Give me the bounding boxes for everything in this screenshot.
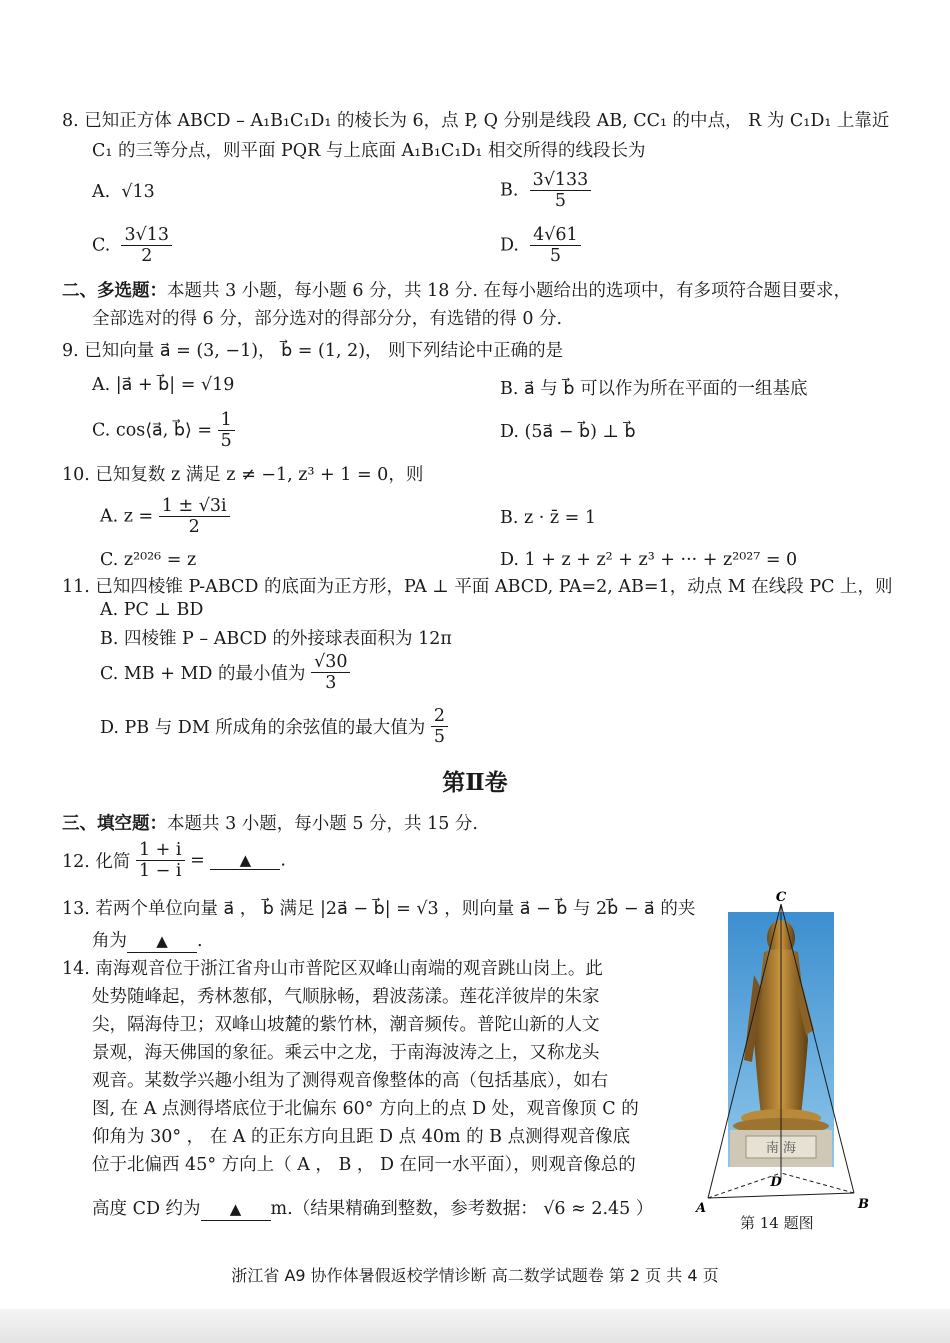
q9-option-d: D. (5a⃗ − b⃗) ⊥ b⃗ bbox=[500, 422, 636, 442]
q14-line7: 仰角为 30° ， 在 A 的正东方向且距 D 点 40m 的 B 点测得观音像底 bbox=[92, 1127, 631, 1147]
q11-option-c: C. MB + MD 的最小值为 $\frac{√30}{3}$ bbox=[100, 652, 350, 693]
q14-line9: 高度 CD 约为 ▲ m.（结果精确到整数，参考数据： √6 ≈ 2.45 ） bbox=[92, 1199, 654, 1219]
q10-option-a: A. z = $\frac{1 \pm √3i}{2}$ bbox=[100, 496, 230, 537]
line-bd bbox=[781, 1173, 854, 1193]
q14-line3: 尖，隔海侍卫；双峰山坡麓的紫竹林，潮音频传。普陀山新的人文 bbox=[92, 1015, 600, 1035]
q10-stem: 10. 已知复数 z 满足 z ≠ −1, z³ + 1 = 0，则 bbox=[62, 465, 424, 485]
q12-answer-blank[interactable]: ▲ bbox=[210, 851, 280, 870]
q14-line1: 14. 南海观音位于浙江省舟山市普陀区双峰山南端的观音跳山岗上。此 bbox=[62, 959, 603, 979]
q11-option-d: D. PB 与 DM 所成角的余弦值的最大值为 $\frac{2}{5}$ bbox=[100, 706, 448, 747]
q14-line6: 图, 在 A 点测得塔底位于北偏东 60° 方向上的点 D 处，观音像顶 C 的 bbox=[92, 1099, 639, 1119]
q9-option-b: B. a⃗ 与 b⃗ 可以作为所在平面的一组基底 bbox=[500, 379, 808, 399]
point-a-label: A bbox=[696, 1201, 707, 1216]
q8-option-c-fraction: $\frac{3√13}{2}$ bbox=[121, 225, 172, 266]
q14-figure-caption: 第 14 题图 bbox=[740, 1214, 814, 1232]
q11-option-d-fraction: $\frac{2}{5}$ bbox=[431, 706, 448, 747]
q10-option-c: C. z²⁰²⁶ = z bbox=[100, 550, 197, 570]
part2-title: 第Ⅱ卷 bbox=[442, 769, 508, 796]
q11-option-b: B. 四棱锥 P – ABCD 的外接球表面积为 12π bbox=[100, 629, 452, 649]
q8-option-d: D. $\frac{4√61}{5}$ bbox=[500, 225, 581, 266]
statue-plaque: 南 海 bbox=[765, 1141, 797, 1156]
q9-stem: 9. 已知向量 a⃗ = (3, −1)， b⃗ = (1, 2)， 则下列结论中正确的是 bbox=[62, 341, 564, 361]
q12: 12. 化简 $\frac{1 + i}{1 - i}$ = ▲ . bbox=[62, 840, 286, 881]
q9-option-c-fraction: $\frac{1}{5}$ bbox=[218, 410, 235, 451]
q8-option-b-fraction: $\frac{3√133}{5}$ bbox=[530, 170, 592, 211]
point-c-label: C bbox=[775, 890, 787, 905]
q13-stem-line1: 13. 若两个单位向量 a⃗ ， b⃗ 满足 |2a⃗ − b⃗| = √3 ，则向量 a⃗ − b⃗ 与 2b⃗ − a⃗ 的夹 bbox=[62, 899, 696, 919]
q8-stem-line2: C₁ 的三等分点，则平面 PQR 与上底面 A₁B₁C₁D₁ 相交所得的线段长为 bbox=[92, 141, 646, 161]
q8-option-a: A. √13 bbox=[92, 182, 155, 202]
q9-option-c: C. cos⟨a⃗, b⃗⟩ = $\frac{1}{5}$ bbox=[92, 410, 235, 451]
q14-answer-blank[interactable]: ▲ bbox=[201, 1198, 271, 1221]
q8-option-b: B. $\frac{3√133}{5}$ bbox=[500, 170, 591, 211]
line-ab bbox=[708, 1193, 854, 1198]
point-b-label: B bbox=[858, 1197, 869, 1212]
q14-line8: 位于北偏西 45° 方向上（ A ， B ， D 在同一水平面），则观音像总的 bbox=[92, 1155, 636, 1175]
q14-line5: 观音。某数学兴趣小组为了测得观音像整体的高（包括基底），如右 bbox=[92, 1071, 609, 1091]
q9-option-a: A. |a⃗ + b⃗| = √19 bbox=[92, 375, 235, 395]
page-footer: 浙江省 A9 协作体暑假返校学情诊断 高二数学试题卷 第 2 页 共 4 页 bbox=[231, 1266, 719, 1285]
q13-answer-blank[interactable]: ▲ bbox=[127, 930, 197, 953]
page-bottom-edge bbox=[0, 1309, 950, 1343]
q11-option-c-fraction: $\frac{√30}{3}$ bbox=[311, 652, 350, 693]
q14-line2: 处势随峰起，秀林葱郁，气顺脉畅，碧波荡漾。莲花洋彼岸的朱家 bbox=[92, 987, 600, 1007]
q8-option-c: C. $\frac{3√13}{2}$ bbox=[92, 225, 172, 266]
section3-heading: 三、填空题：本题共 3 小题，每小题 5 分，共 15 分. bbox=[62, 814, 478, 834]
section2-heading: 二、多选题：本题共 3 小题，每小题 6 分，共 18 分. 在每小题给出的选项中，有多项符合题目要求， bbox=[62, 281, 852, 301]
section2-heading-line2: 全部选对的得 6 分，部分选对的得部分分，有选错的得 0 分. bbox=[92, 309, 563, 329]
q13-stem-line2: 角为 ▲ . bbox=[92, 931, 203, 951]
q10-option-b: B. z · z̄ = 1 bbox=[500, 508, 597, 528]
point-d-label: D bbox=[770, 1175, 782, 1190]
q8-stem-line1: 8. 已知正方体 ABCD – A₁B₁C₁D₁ 的棱长为 6，点 P, Q 分别是线段 AB, CC₁ 的中点， R 为 C₁D₁ 上靠近 bbox=[62, 111, 890, 131]
q11-option-a: A. PC ⊥ BD bbox=[100, 600, 204, 620]
q12-fraction: $\frac{1 + i}{1 - i}$ bbox=[136, 840, 185, 881]
q8-option-d-fraction: $\frac{4√61}{5}$ bbox=[530, 225, 581, 266]
q14-line4: 景观，海天佛国的象征。乘云中之龙，于南海波涛之上，又称龙头 bbox=[92, 1043, 600, 1063]
q10-option-a-fraction: $\frac{1 \pm √3i}{2}$ bbox=[159, 496, 230, 537]
q11-stem: 11. 已知四棱锥 P-ABCD 的底面为正方形，PA ⊥ 平面 ABCD, PA=2, AB=1，动点 M 在线段 PC 上，则 bbox=[62, 577, 893, 597]
q14-figure bbox=[686, 890, 886, 1220]
q10-option-d: D. 1 + z + z² + z³ + ··· + z²⁰²⁷ = 0 bbox=[500, 550, 798, 570]
